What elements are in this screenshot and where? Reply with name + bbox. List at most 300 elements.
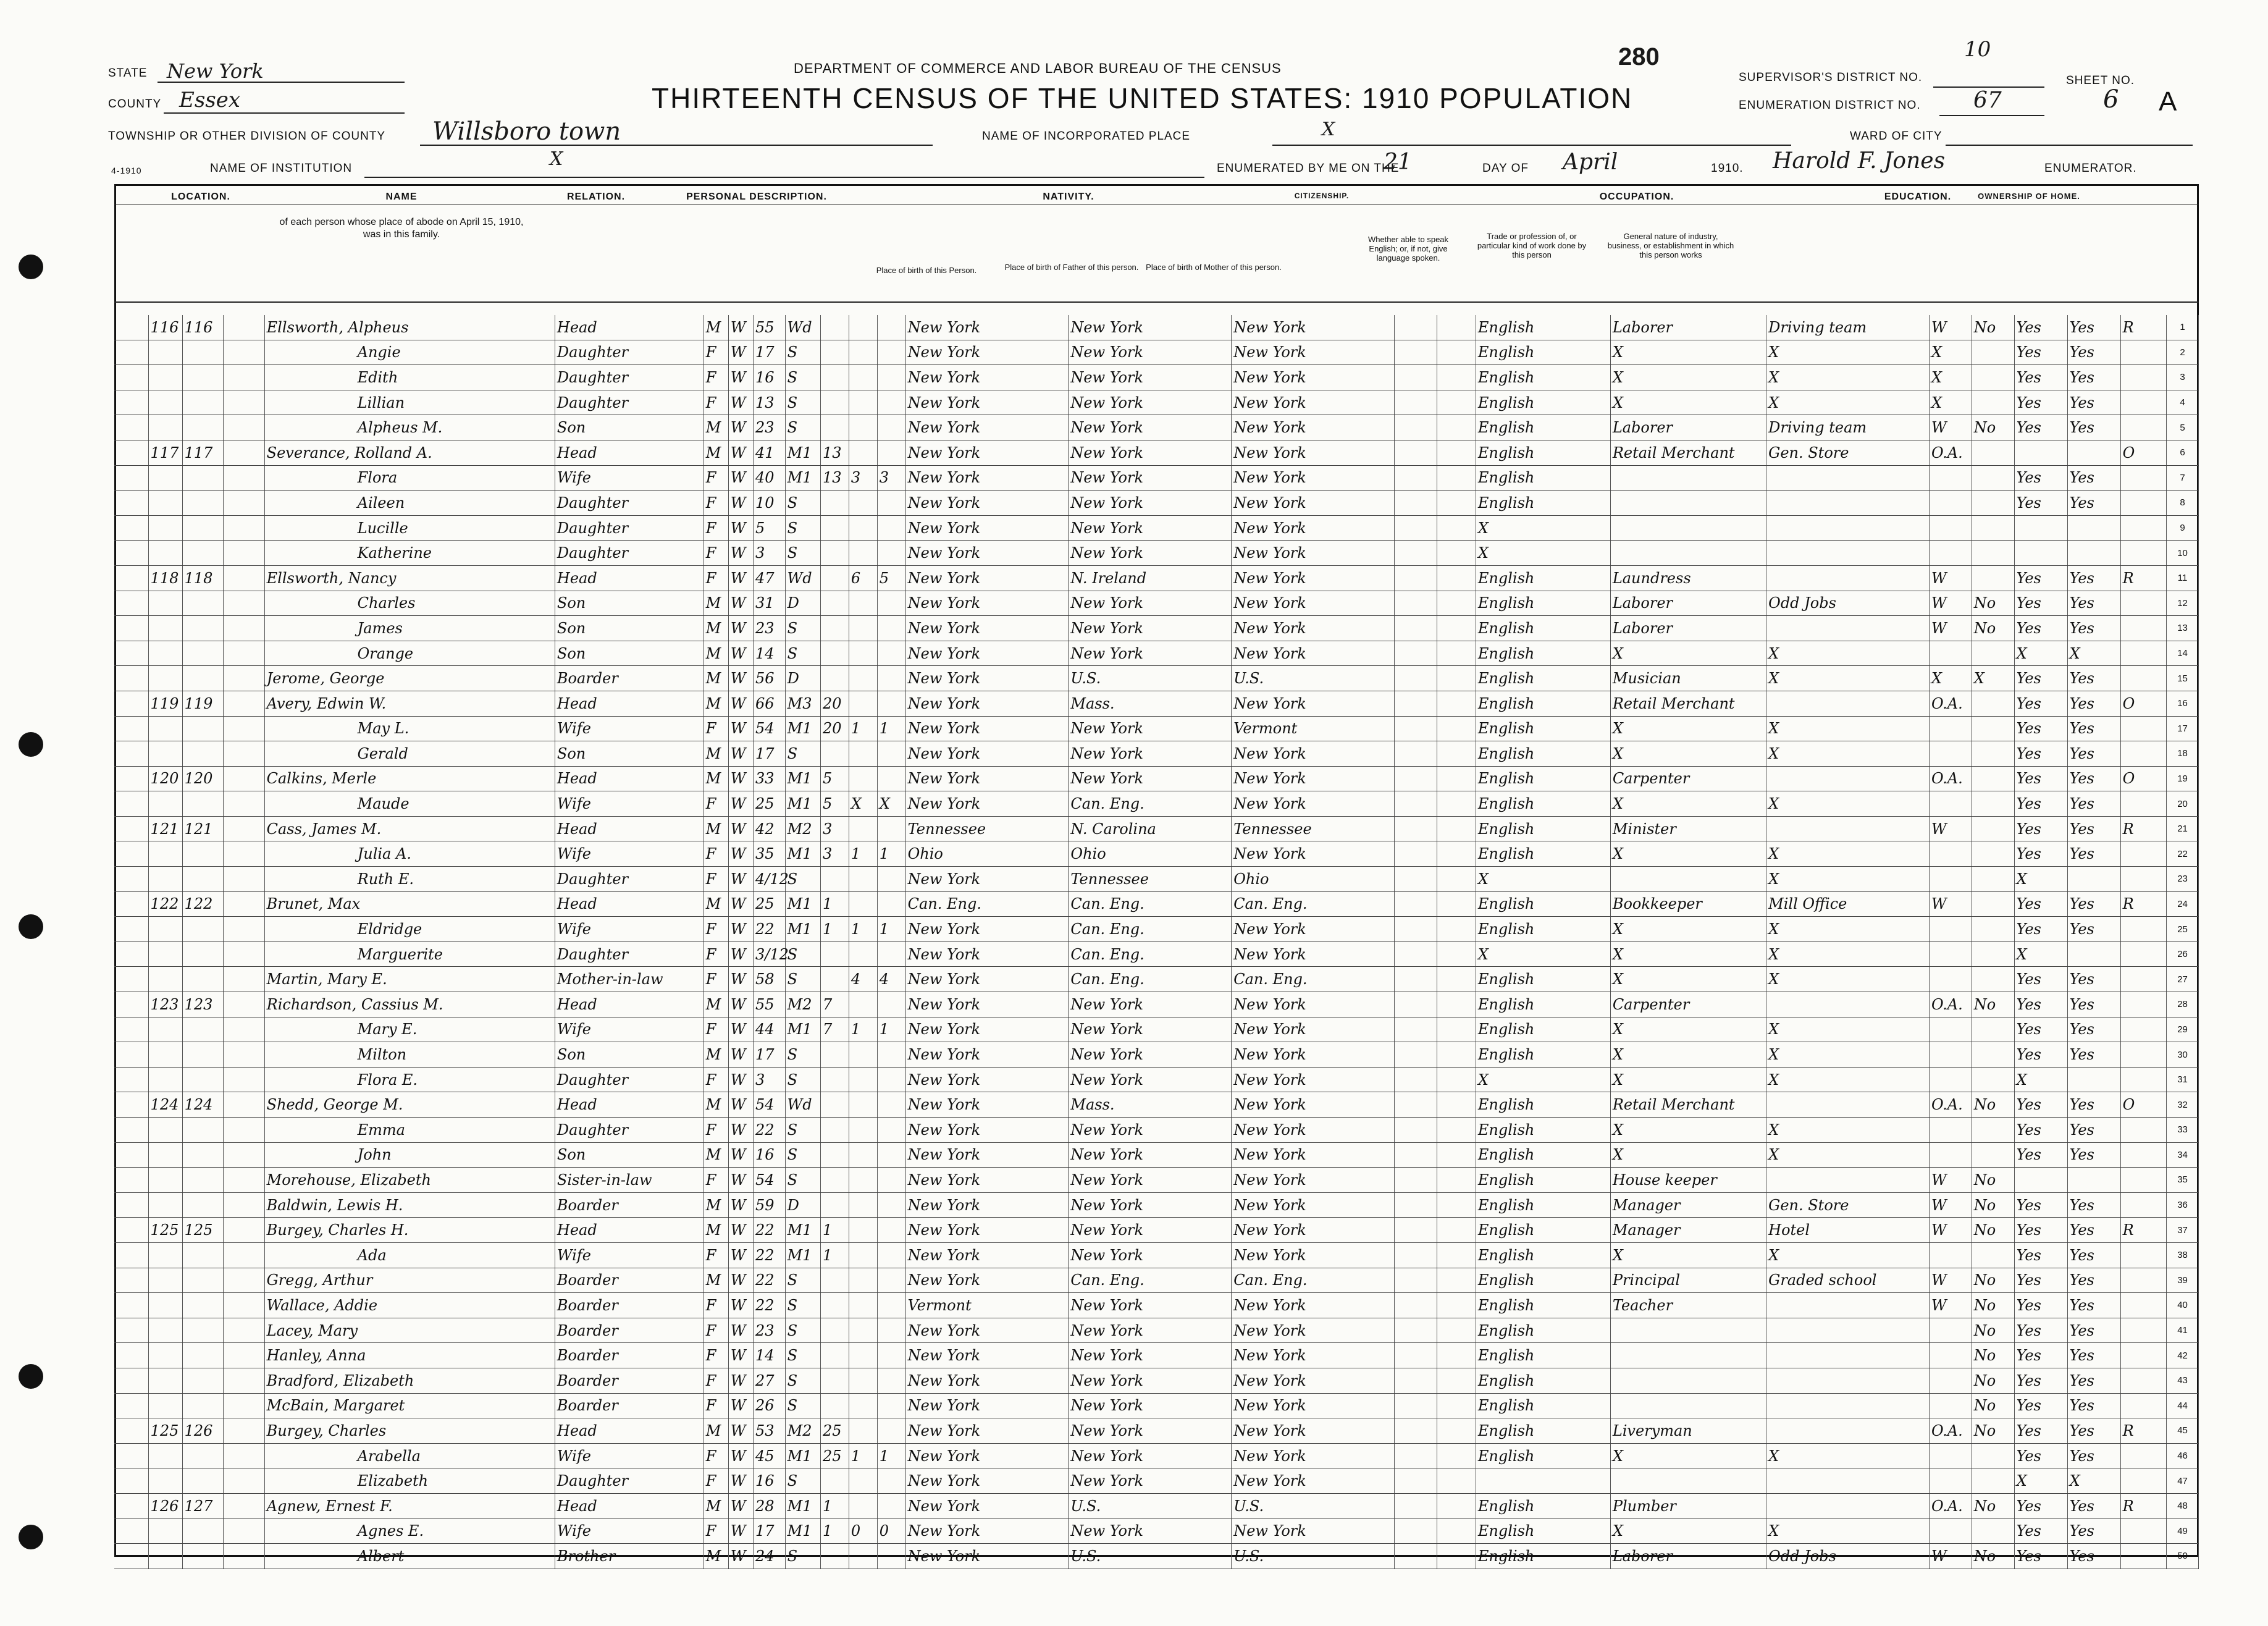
cell-unemp [1972, 691, 2014, 716]
cell-ms: M1 [785, 1519, 820, 1544]
cell-living [877, 315, 905, 340]
cell-blank [114, 867, 148, 892]
cell-ind [1766, 541, 1930, 566]
cell-write: Yes [2067, 1142, 2120, 1168]
cell-write: Yes [2067, 917, 2120, 942]
cell-mbp: New York [1232, 941, 1395, 967]
cell-blank [114, 1418, 148, 1444]
cell-blank [114, 591, 148, 616]
cell-fam [182, 390, 224, 415]
cell-read: Yes [2014, 591, 2067, 616]
cell-rel: Head [555, 1092, 704, 1118]
cell-fbp: Ohio [1069, 841, 1232, 867]
cell-race: W [728, 1343, 753, 1368]
cell-born [849, 616, 877, 641]
cell-read: Yes [2014, 315, 2067, 340]
cell-fam: 117 [182, 440, 224, 465]
cell-dw: 116 [148, 315, 182, 340]
cell-fam [182, 340, 224, 365]
cell-fam [182, 1242, 224, 1268]
cell-living [877, 691, 905, 716]
cell-living [877, 390, 905, 415]
cell-fam [182, 541, 224, 566]
cell-fam: 120 [182, 766, 224, 791]
cell-mbp: New York [1232, 917, 1395, 942]
cell-yrs: 20 [820, 691, 849, 716]
cell-lang: English [1476, 491, 1610, 516]
cell-dw [148, 1468, 182, 1494]
cell-living [877, 1192, 905, 1218]
cell-bp: Tennessee [905, 816, 1069, 841]
cell-ms: S [785, 541, 820, 566]
cell-cls: O.A. [1929, 1418, 1972, 1444]
cell-unemp: No [1972, 1268, 2014, 1293]
ward-underline [1946, 145, 2193, 146]
cell-blank [224, 616, 265, 641]
cell-blank [114, 1443, 148, 1468]
cell-ind [1766, 816, 1930, 841]
cell-race: W [728, 1218, 753, 1243]
cell-rel: Boarder [555, 1192, 704, 1218]
cell-sex: F [704, 1519, 728, 1544]
cell-yrs: 3 [820, 841, 849, 867]
cell-age: 54 [754, 1168, 786, 1193]
cell-mbp: New York [1232, 1519, 1395, 1544]
cell-write: Yes [2067, 791, 2120, 817]
cell-trade: Bookkeeper [1610, 891, 1766, 917]
cell-unemp [1972, 641, 2014, 666]
cell-race: W [728, 1042, 753, 1068]
cell-blank [1395, 816, 1437, 841]
cell-blank [224, 365, 265, 390]
cell-write [2067, 1168, 2120, 1193]
cell-blank [114, 1192, 148, 1218]
table-row [114, 616, 2199, 641]
cell-ms: S [785, 867, 820, 892]
cell-read: Yes [2014, 616, 2067, 641]
table-row [114, 565, 2199, 591]
cell-blank [1437, 941, 1476, 967]
cell-blank [1437, 415, 1476, 440]
cell-dw: 119 [148, 691, 182, 716]
cell-fbp: New York [1069, 641, 1232, 666]
cell-race: W [728, 1168, 753, 1193]
cell-rel: Boarder [555, 666, 704, 691]
cell-name: Julia A. [264, 841, 555, 867]
cell-write: Yes [2067, 841, 2120, 867]
cell-cls [1929, 515, 1972, 541]
cell-fbp: New York [1069, 741, 1232, 767]
cell-ms: S [785, 415, 820, 440]
cell-ms: S [785, 390, 820, 415]
cell-sex: M [704, 616, 728, 641]
cell-rel: Boarder [555, 1393, 704, 1418]
cell-born: 1 [849, 716, 877, 741]
cell-trade: X [1610, 1242, 1766, 1268]
cell-trade: X [1610, 1519, 1766, 1544]
cell-name: Calkins, Merle [264, 766, 555, 791]
cell-fam [182, 1544, 224, 1569]
cell-blank [224, 867, 265, 892]
cell-sex: F [704, 967, 728, 992]
cell-name: Ellsworth, Nancy [264, 565, 555, 591]
cell-blank [1395, 1368, 1437, 1393]
cell-blank [114, 716, 148, 741]
cell-rel: Head [555, 766, 704, 791]
cell-own: O [2120, 440, 2167, 465]
cell-fam [182, 491, 224, 516]
cell-bp: New York [905, 1368, 1069, 1393]
cell-mbp: New York [1232, 591, 1395, 616]
cell-fam [182, 591, 224, 616]
cell-ind [1766, 1318, 1930, 1343]
cell-ms: M1 [785, 891, 820, 917]
cell-blank [224, 1142, 265, 1168]
cell-sex: M [704, 1268, 728, 1293]
cell-blank [1395, 1142, 1437, 1168]
cell-write: Yes [2067, 1293, 2120, 1318]
cell-blank [1395, 591, 1437, 616]
cell-living [877, 1468, 905, 1494]
cell-own [2120, 1067, 2167, 1092]
cell-name: Ellsworth, Alpheus [264, 315, 555, 340]
cell-living [877, 1393, 905, 1418]
cell-write: Yes [2067, 1042, 2120, 1068]
cell-dw [148, 1318, 182, 1343]
cell-blank [224, 1268, 265, 1293]
cell-ms: M1 [785, 440, 820, 465]
cell-cls [1929, 1067, 1972, 1092]
cell-name: Bradford, Elizabeth [264, 1368, 555, 1393]
cell-blank [114, 1368, 148, 1393]
cell-trade [1610, 465, 1766, 491]
cell-read: Yes [2014, 390, 2067, 415]
cell-ms: Wd [785, 565, 820, 591]
cell-blank [1395, 716, 1437, 741]
cell-own: O [2120, 766, 2167, 791]
cell-living: 4 [877, 967, 905, 992]
incorporated-underline [1272, 145, 1791, 146]
cell-yrs: 25 [820, 1443, 849, 1468]
cell-fbp: New York [1069, 716, 1232, 741]
cell-blank [1395, 365, 1437, 390]
cell-blank [1395, 791, 1437, 817]
cell-blank [224, 591, 265, 616]
cell-own [2120, 390, 2167, 415]
cell-dw [148, 616, 182, 641]
cell-n: 3 [2167, 365, 2199, 390]
cell-cls [1929, 491, 1972, 516]
cell-own [2120, 666, 2167, 691]
cell-rel: Wife [555, 917, 704, 942]
cell-name: Alpheus M. [264, 415, 555, 440]
cell-blank [1395, 1318, 1437, 1343]
cell-rel: Son [555, 741, 704, 767]
institution-value: X [550, 148, 563, 170]
cell-fam [182, 1368, 224, 1393]
cell-fam [182, 1067, 224, 1092]
cell-born [849, 941, 877, 967]
cell-n: 16 [2167, 691, 2199, 716]
cell-blank [224, 1519, 265, 1544]
cell-cls [1929, 465, 1972, 491]
cell-bp: New York [905, 941, 1069, 967]
enumeration-underline [1939, 115, 2044, 116]
cell-cls: O.A. [1929, 1092, 1972, 1118]
cell-own [2120, 1042, 2167, 1068]
cell-rel: Head [555, 816, 704, 841]
cell-born [849, 1368, 877, 1393]
cell-fbp: Tennessee [1069, 867, 1232, 892]
cell-rel: Wife [555, 1017, 704, 1042]
cell-yrs: 1 [820, 1493, 849, 1519]
cell-sex: F [704, 1393, 728, 1418]
cell-bp: New York [905, 666, 1069, 691]
cell-bp: New York [905, 641, 1069, 666]
cell-born [849, 440, 877, 465]
cell-mbp: New York [1232, 565, 1395, 591]
section-personal: PERSONAL DESCRIPTION. [686, 192, 827, 202]
cell-n: 32 [2167, 1092, 2199, 1118]
cell-ind: X [1766, 791, 1930, 817]
cell-fam [182, 1318, 224, 1343]
cell-ms: D [785, 1192, 820, 1218]
cell-blank [224, 1242, 265, 1268]
cell-read [2014, 515, 2067, 541]
cell-living: X [877, 791, 905, 817]
cell-cls [1929, 1519, 1972, 1544]
cell-born [849, 1418, 877, 1444]
cell-yrs [820, 340, 849, 365]
cell-lang: English [1476, 641, 1610, 666]
cell-ind: Driving team [1766, 315, 1930, 340]
cell-fam: 121 [182, 816, 224, 841]
incorporated-label: NAME OF INCORPORATED PLACE [982, 130, 1191, 143]
table-row [114, 491, 2199, 516]
cell-age: 47 [754, 565, 786, 591]
cell-blank [1437, 816, 1476, 841]
section-occupation: OCCUPATION. [1599, 192, 1674, 202]
cell-own [2120, 841, 2167, 867]
cell-blank [114, 1343, 148, 1368]
form-number: 4-1910 [111, 166, 142, 175]
cell-mbp: New York [1232, 1168, 1395, 1193]
cell-mbp: New York [1232, 841, 1395, 867]
cell-age: 16 [754, 1142, 786, 1168]
cell-fam: 119 [182, 691, 224, 716]
cell-blank [1437, 440, 1476, 465]
header-separator [114, 301, 2199, 303]
cell-age: 31 [754, 591, 786, 616]
cell-unemp: No [1972, 1418, 2014, 1444]
cell-read: Yes [2014, 465, 2067, 491]
cell-sex: F [704, 1293, 728, 1318]
cell-blank [1437, 365, 1476, 390]
cell-bp: New York [905, 1067, 1069, 1092]
cell-race: W [728, 816, 753, 841]
cell-fbp: U.S. [1069, 1544, 1232, 1569]
cell-ms: S [785, 1343, 820, 1368]
cell-ind: X [1766, 1443, 1930, 1468]
cell-yrs: 1 [820, 917, 849, 942]
state-underline [158, 82, 405, 83]
cell-name: Flora E. [264, 1067, 555, 1092]
cell-lang: English [1476, 891, 1610, 917]
cell-living [877, 641, 905, 666]
cell-born [849, 1393, 877, 1418]
cell-born [849, 766, 877, 791]
cell-sex: M [704, 816, 728, 841]
cell-sex: F [704, 917, 728, 942]
cell-ms: M1 [785, 917, 820, 942]
table-row [114, 841, 2199, 867]
cell-sex: F [704, 841, 728, 867]
cell-blank [114, 315, 148, 340]
cell-trade: X [1610, 1042, 1766, 1068]
cell-fam [182, 1519, 224, 1544]
cell-living [877, 1544, 905, 1569]
cell-blank [114, 1017, 148, 1042]
cell-yrs [820, 541, 849, 566]
cell-born: 4 [849, 967, 877, 992]
cell-ms: S [785, 340, 820, 365]
cell-cls: W [1929, 816, 1972, 841]
cell-unemp: No [1972, 1544, 2014, 1569]
cell-unemp [1972, 941, 2014, 967]
cell-read: Yes [2014, 565, 2067, 591]
cell-own [2120, 340, 2167, 365]
cell-fam [182, 465, 224, 491]
cell-yrs [820, 1343, 849, 1368]
cell-bp: New York [905, 791, 1069, 817]
cell-name: Elizabeth [264, 1468, 555, 1494]
table-row [114, 1192, 2199, 1218]
cell-sex: F [704, 1368, 728, 1393]
cell-read: X [2014, 1468, 2067, 1494]
cell-mbp: New York [1232, 691, 1395, 716]
cell-mbp: New York [1232, 1017, 1395, 1042]
cell-bp: New York [905, 1544, 1069, 1569]
cell-yrs [820, 1544, 849, 1569]
cell-blank [1437, 1192, 1476, 1218]
cell-living [877, 1067, 905, 1092]
cell-blank [224, 1017, 265, 1042]
cell-living [877, 1318, 905, 1343]
cell-own: O [2120, 1092, 2167, 1118]
cell-fam [182, 917, 224, 942]
cell-living [877, 541, 905, 566]
cell-blank [1395, 1192, 1437, 1218]
cell-bp: New York [905, 1519, 1069, 1544]
cell-fbp: Mass. [1069, 1092, 1232, 1118]
cell-own [2120, 1168, 2167, 1193]
cell-ind: X [1766, 340, 1930, 365]
cell-read: Yes [2014, 1443, 2067, 1468]
cell-blank [1395, 1242, 1437, 1268]
cell-dw [148, 917, 182, 942]
cell-ind [1766, 992, 1930, 1017]
cell-yrs [820, 967, 849, 992]
cell-mbp: Can. Eng. [1232, 891, 1395, 917]
cell-blank [224, 1092, 265, 1118]
cell-rel: Mother-in-law [555, 967, 704, 992]
trade-header: Trade or profession of, or particular kind of work done by this person [1477, 232, 1587, 259]
cell-blank [1437, 1468, 1476, 1494]
cell-blank [1395, 1268, 1437, 1293]
cell-blank [224, 917, 265, 942]
cell-mbp: New York [1232, 1318, 1395, 1343]
cell-cls [1929, 967, 1972, 992]
cell-blank [224, 440, 265, 465]
cell-name: Milton [264, 1042, 555, 1068]
cell-unemp: No [1972, 992, 2014, 1017]
cell-blank [1437, 791, 1476, 817]
cell-fbp: New York [1069, 491, 1232, 516]
cell-blank [114, 1168, 148, 1193]
cell-living [877, 1493, 905, 1519]
cell-own: R [2120, 315, 2167, 340]
cell-blank [1395, 541, 1437, 566]
cell-born [849, 1318, 877, 1343]
cell-dw [148, 666, 182, 691]
cell-born [849, 891, 877, 917]
cell-dw [148, 1042, 182, 1068]
table-row [114, 365, 2199, 390]
cell-dw [148, 741, 182, 767]
cell-dw: 126 [148, 1493, 182, 1519]
cell-ms: S [785, 1067, 820, 1092]
table-row [114, 666, 2199, 691]
table-row [114, 1118, 2199, 1143]
cell-fbp: Can. Eng. [1069, 917, 1232, 942]
cell-race: W [728, 891, 753, 917]
cell-dw [148, 541, 182, 566]
cell-blank [1437, 565, 1476, 591]
cell-living [877, 515, 905, 541]
cell-fbp: New York [1069, 1343, 1232, 1368]
cell-blank [224, 491, 265, 516]
cell-write [2067, 515, 2120, 541]
cell-living: 1 [877, 841, 905, 867]
cell-dw [148, 641, 182, 666]
cell-yrs [820, 1118, 849, 1143]
cell-blank [114, 992, 148, 1017]
cell-dw [148, 591, 182, 616]
cell-read: Yes [2014, 1017, 2067, 1042]
cell-cls: W [1929, 891, 1972, 917]
cell-trade [1610, 1468, 1766, 1494]
cell-fbp: New York [1069, 541, 1232, 566]
cell-ms: Wd [785, 1092, 820, 1118]
cell-name: Mary E. [264, 1017, 555, 1042]
cell-read: Yes [2014, 992, 2067, 1017]
cell-ms: S [785, 641, 820, 666]
cell-read [2014, 541, 2067, 566]
cell-fam: 127 [182, 1493, 224, 1519]
cell-name: Gerald [264, 741, 555, 767]
cell-blank [1395, 515, 1437, 541]
cell-blank [224, 691, 265, 716]
cell-fam [182, 515, 224, 541]
cell-blank [224, 1118, 265, 1143]
cell-unemp [1972, 1118, 2014, 1143]
cell-dw [148, 1168, 182, 1193]
cell-ms: S [785, 365, 820, 390]
cell-rel: Son [555, 1042, 704, 1068]
cell-read: Yes [2014, 791, 2067, 817]
cell-read: Yes [2014, 1418, 2067, 1444]
cell-blank [1437, 1092, 1476, 1118]
